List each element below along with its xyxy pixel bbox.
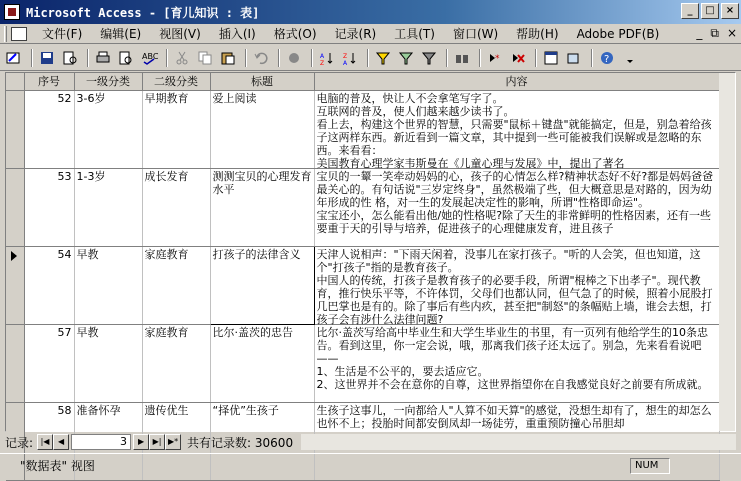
spelling-icon[interactable]: [139, 48, 159, 68]
cell-category1[interactable]: 早教: [74, 246, 142, 324]
view-design-icon[interactable]: [4, 48, 24, 68]
cell-title[interactable]: “择优”生孩子: [210, 402, 314, 480]
print-preview-icon[interactable]: [116, 48, 136, 68]
toolbar-options-icon[interactable]: [620, 48, 640, 68]
content-text: 宝贝的一颦一笑牵动妈妈的心，孩子的心情怎么样?精神状态好不好?都是妈妈爸爸最关心的。有句话说"三岁定终身"，虽然极端了些，但大概意思是对路的，因为幼年形成的性 格，对一生的发展起决定性的影响，所谓"性格即命运"。 宝宝还小，怎么能看出他/她的性格呢?除了天生的非常鲜明的性格因素，还有一些要重于天的引导与培养，促进孩子的心理健康发育，进且孩子: [316, 169, 714, 235]
cell-id[interactable]: 53: [24, 168, 74, 246]
cell-title[interactable]: 爱上阅读: [210, 90, 314, 168]
find-icon[interactable]: [452, 48, 472, 68]
window-title: Microsoft Access - [育儿知识 : 表]: [26, 5, 260, 20]
header-row: [6, 73, 719, 90]
file-search-icon[interactable]: [60, 48, 80, 68]
select-all-corner[interactable]: [6, 73, 24, 90]
window-controls: [681, 3, 739, 19]
toolbar-separator: [87, 49, 89, 67]
copy-icon[interactable]: [195, 48, 215, 68]
cell-id[interactable]: 57: [24, 324, 74, 402]
cell-category2[interactable]: 家庭教育: [142, 246, 210, 324]
records-table: [6, 73, 720, 481]
mdi-controls: [696, 26, 737, 41]
filter-by-form-icon[interactable]: [396, 48, 416, 68]
table-window-icon[interactable]: [11, 27, 27, 41]
table-row[interactable]: [6, 168, 719, 246]
svg-text:Z: Z: [343, 52, 348, 60]
record-selector-current[interactable]: [6, 246, 24, 324]
delete-record-icon[interactable]: [508, 48, 528, 68]
cut-icon[interactable]: [172, 48, 192, 68]
view-status: "数据表" 视图: [20, 459, 95, 473]
record-navigation: [5, 433, 736, 451]
menu-grip[interactable]: [4, 26, 7, 42]
cell-category1[interactable]: 3-6岁: [74, 90, 142, 168]
menu-edit[interactable]: 编辑(E): [100, 27, 142, 41]
table-row[interactable]: [6, 324, 719, 402]
svg-text:ABC: ABC: [142, 51, 159, 61]
table-row[interactable]: [6, 90, 719, 168]
cell-category2[interactable]: 早期教育: [142, 90, 210, 168]
content-text: 生孩子这事儿，一向都给人"人算不如天算"的感觉，没想生却有了，想生的却怎么也怀不上；投胎时间都安倒凤却一场徒劳，重重预防撞心吊胆却: [316, 403, 712, 430]
record-selector[interactable]: [6, 168, 24, 246]
menu-bar: [0, 24, 741, 44]
menu-tools[interactable]: 工具(T): [394, 27, 435, 41]
toolbar-separator: [245, 49, 247, 67]
menu-window[interactable]: 窗口(W): [452, 27, 499, 41]
cell-content[interactable]: [314, 90, 719, 168]
last-record-button[interactable]: ▶|: [149, 434, 165, 450]
num-lock-indicator: NUM: [630, 458, 670, 474]
status-bar: [0, 453, 741, 477]
next-record-button[interactable]: ▶: [133, 434, 149, 450]
menu-file[interactable]: 文件(F): [42, 27, 83, 41]
toolbar-separator: [311, 49, 313, 67]
toolbar-separator: [278, 49, 280, 67]
content-text: 电脑的普及，快让人不会拿笔写字了。 互联网的普及，使人们越来越少读书了。 看上去，构建这个世界的智慧，只需要"鼠标＋键盘"就能搞定，但是，别急着给孩子这两样东西。新近看到一篇文章，其中提到一些可能被我们误解或是忽略的东西。来看看： 美国教育心理学家韦斯曼在《儿童心理与发展》中，提出了著名: [316, 91, 712, 170]
table-row-current[interactable]: [6, 246, 719, 324]
menu-format[interactable]: 格式(O): [273, 27, 317, 41]
new-object-icon[interactable]: [564, 48, 584, 68]
print-icon[interactable]: [93, 48, 113, 68]
toolbar-separator: [31, 49, 33, 67]
vertical-scrollbar[interactable]: [719, 73, 735, 431]
svg-text:*: *: [495, 53, 500, 64]
toolbar-separator: [446, 49, 448, 67]
cell-content[interactable]: [314, 168, 719, 246]
toolbar-separator: [535, 49, 537, 67]
first-record-button[interactable]: |◀: [37, 434, 53, 450]
current-record-field[interactable]: 3: [71, 434, 131, 450]
cell-id[interactable]: 58: [24, 402, 74, 480]
toolbar-separator: [591, 49, 593, 67]
record-selector[interactable]: [6, 324, 24, 402]
maximize-button[interactable]: □: [701, 3, 719, 19]
undo-icon[interactable]: [251, 48, 271, 68]
mdi-minimize-button[interactable]: _: [696, 26, 703, 40]
paste-icon[interactable]: [218, 48, 238, 68]
menu-records[interactable]: 记录(R): [334, 27, 377, 41]
record-nav-label: 记录:: [5, 435, 34, 450]
cell-id[interactable]: 52: [24, 90, 74, 168]
cell-content[interactable]: [314, 324, 719, 402]
toolbar-separator: [166, 49, 168, 67]
menu-help[interactable]: 帮助(H): [516, 27, 559, 41]
current-record-arrow-icon: [11, 251, 17, 261]
toolbar-separator: [479, 49, 481, 67]
svg-text:Z: Z: [320, 59, 325, 67]
sort-ascending-icon[interactable]: [317, 48, 337, 68]
cell-title[interactable]: 比尔·盖茨的忠告: [210, 324, 314, 402]
cell-category2[interactable]: 家庭教育: [142, 324, 210, 402]
filter-by-selection-icon[interactable]: [373, 48, 393, 68]
content-text: 天津人说相声："下雨天闲着，没事儿在家打孩子。"听的人会笑，但也知道，这个"打孩子"指的是教育孩子。 中国人的传统，打孩子是教育孩子的必要手段，所谓"棍棒之下出孝子"。现代教育，推行快乐平等，不许体罚，父母们也都认同，但气急了的时候，照着小屁股打几巴掌也是有的。除了事后有些内疚，甚至把"制怒"的条幅贴上墙，谁会去想，打孩子会有涉什么法律问题?: [316, 247, 713, 326]
cell-id[interactable]: 54: [24, 246, 74, 324]
previous-record-button[interactable]: ◀: [53, 434, 69, 450]
column-header-content[interactable]: 内容: [314, 73, 719, 90]
minimize-button[interactable]: _: [681, 3, 699, 19]
sort-descending-icon[interactable]: [340, 48, 360, 68]
column-header-category2[interactable]: 二级分类: [142, 73, 210, 90]
svg-text:A: A: [320, 52, 325, 60]
insert-hyperlink-icon[interactable]: [284, 48, 304, 68]
column-header-id[interactable]: 序号: [24, 73, 74, 90]
mdi-restore-button[interactable]: ⧉: [710, 26, 719, 40]
access-app-icon[interactable]: [4, 4, 20, 20]
apply-filter-icon[interactable]: [419, 48, 439, 68]
cell-title[interactable]: 测测宝贝的心理发育水平: [210, 168, 314, 246]
content-text: 比尔·盖茨写给高中毕业生和大学生毕业生的书里，有一页列有他给学生的10条忠告。看到这里，你一定会说，哦，那离我们孩子还太远了。别急，先来看看说吧—— 1、生活是不公平的，要去适应它。 2、这世界并不会在意你的自尊，这世界指望你在自我感觉良好之前要有所成就。: [316, 325, 709, 391]
new-record-icon[interactable]: [485, 48, 505, 68]
cell-category2[interactable]: 遗传优生: [142, 402, 210, 480]
help-icon[interactable]: [597, 48, 617, 68]
menu-view[interactable]: 视图(V): [159, 27, 201, 41]
save-icon[interactable]: [37, 48, 57, 68]
cell-content[interactable]: [314, 246, 719, 324]
horizontal-scrollbar[interactable]: [301, 434, 736, 450]
menu-adobe-pdf[interactable]: Adobe PDF(B): [576, 26, 660, 41]
toolbar: [0, 45, 741, 71]
new-record-button[interactable]: ▶*: [165, 434, 181, 450]
close-button[interactable]: ×: [721, 3, 739, 19]
svg-text:?: ?: [604, 53, 610, 65]
cell-category1[interactable]: 1-3岁: [74, 168, 142, 246]
database-window-icon[interactable]: [541, 48, 561, 68]
datasheet: [5, 72, 736, 432]
column-header-category1[interactable]: 一级分类: [74, 73, 142, 90]
menu-insert[interactable]: 插入(I): [218, 27, 256, 41]
title-bar: [0, 0, 741, 24]
record-selector[interactable]: [6, 90, 24, 168]
cell-title[interactable]: 打孩子的法律含义: [210, 246, 314, 324]
column-header-title[interactable]: 标题: [210, 73, 314, 90]
cell-category1[interactable]: 早教: [74, 324, 142, 402]
cell-category1[interactable]: 准备怀孕: [74, 402, 142, 480]
toolbar-separator: [367, 49, 369, 67]
svg-text:A: A: [343, 59, 348, 67]
record-count: 共有记录数: 30600: [187, 435, 294, 450]
mdi-close-button[interactable]: ×: [726, 26, 737, 40]
cell-category2[interactable]: 成长发育: [142, 168, 210, 246]
